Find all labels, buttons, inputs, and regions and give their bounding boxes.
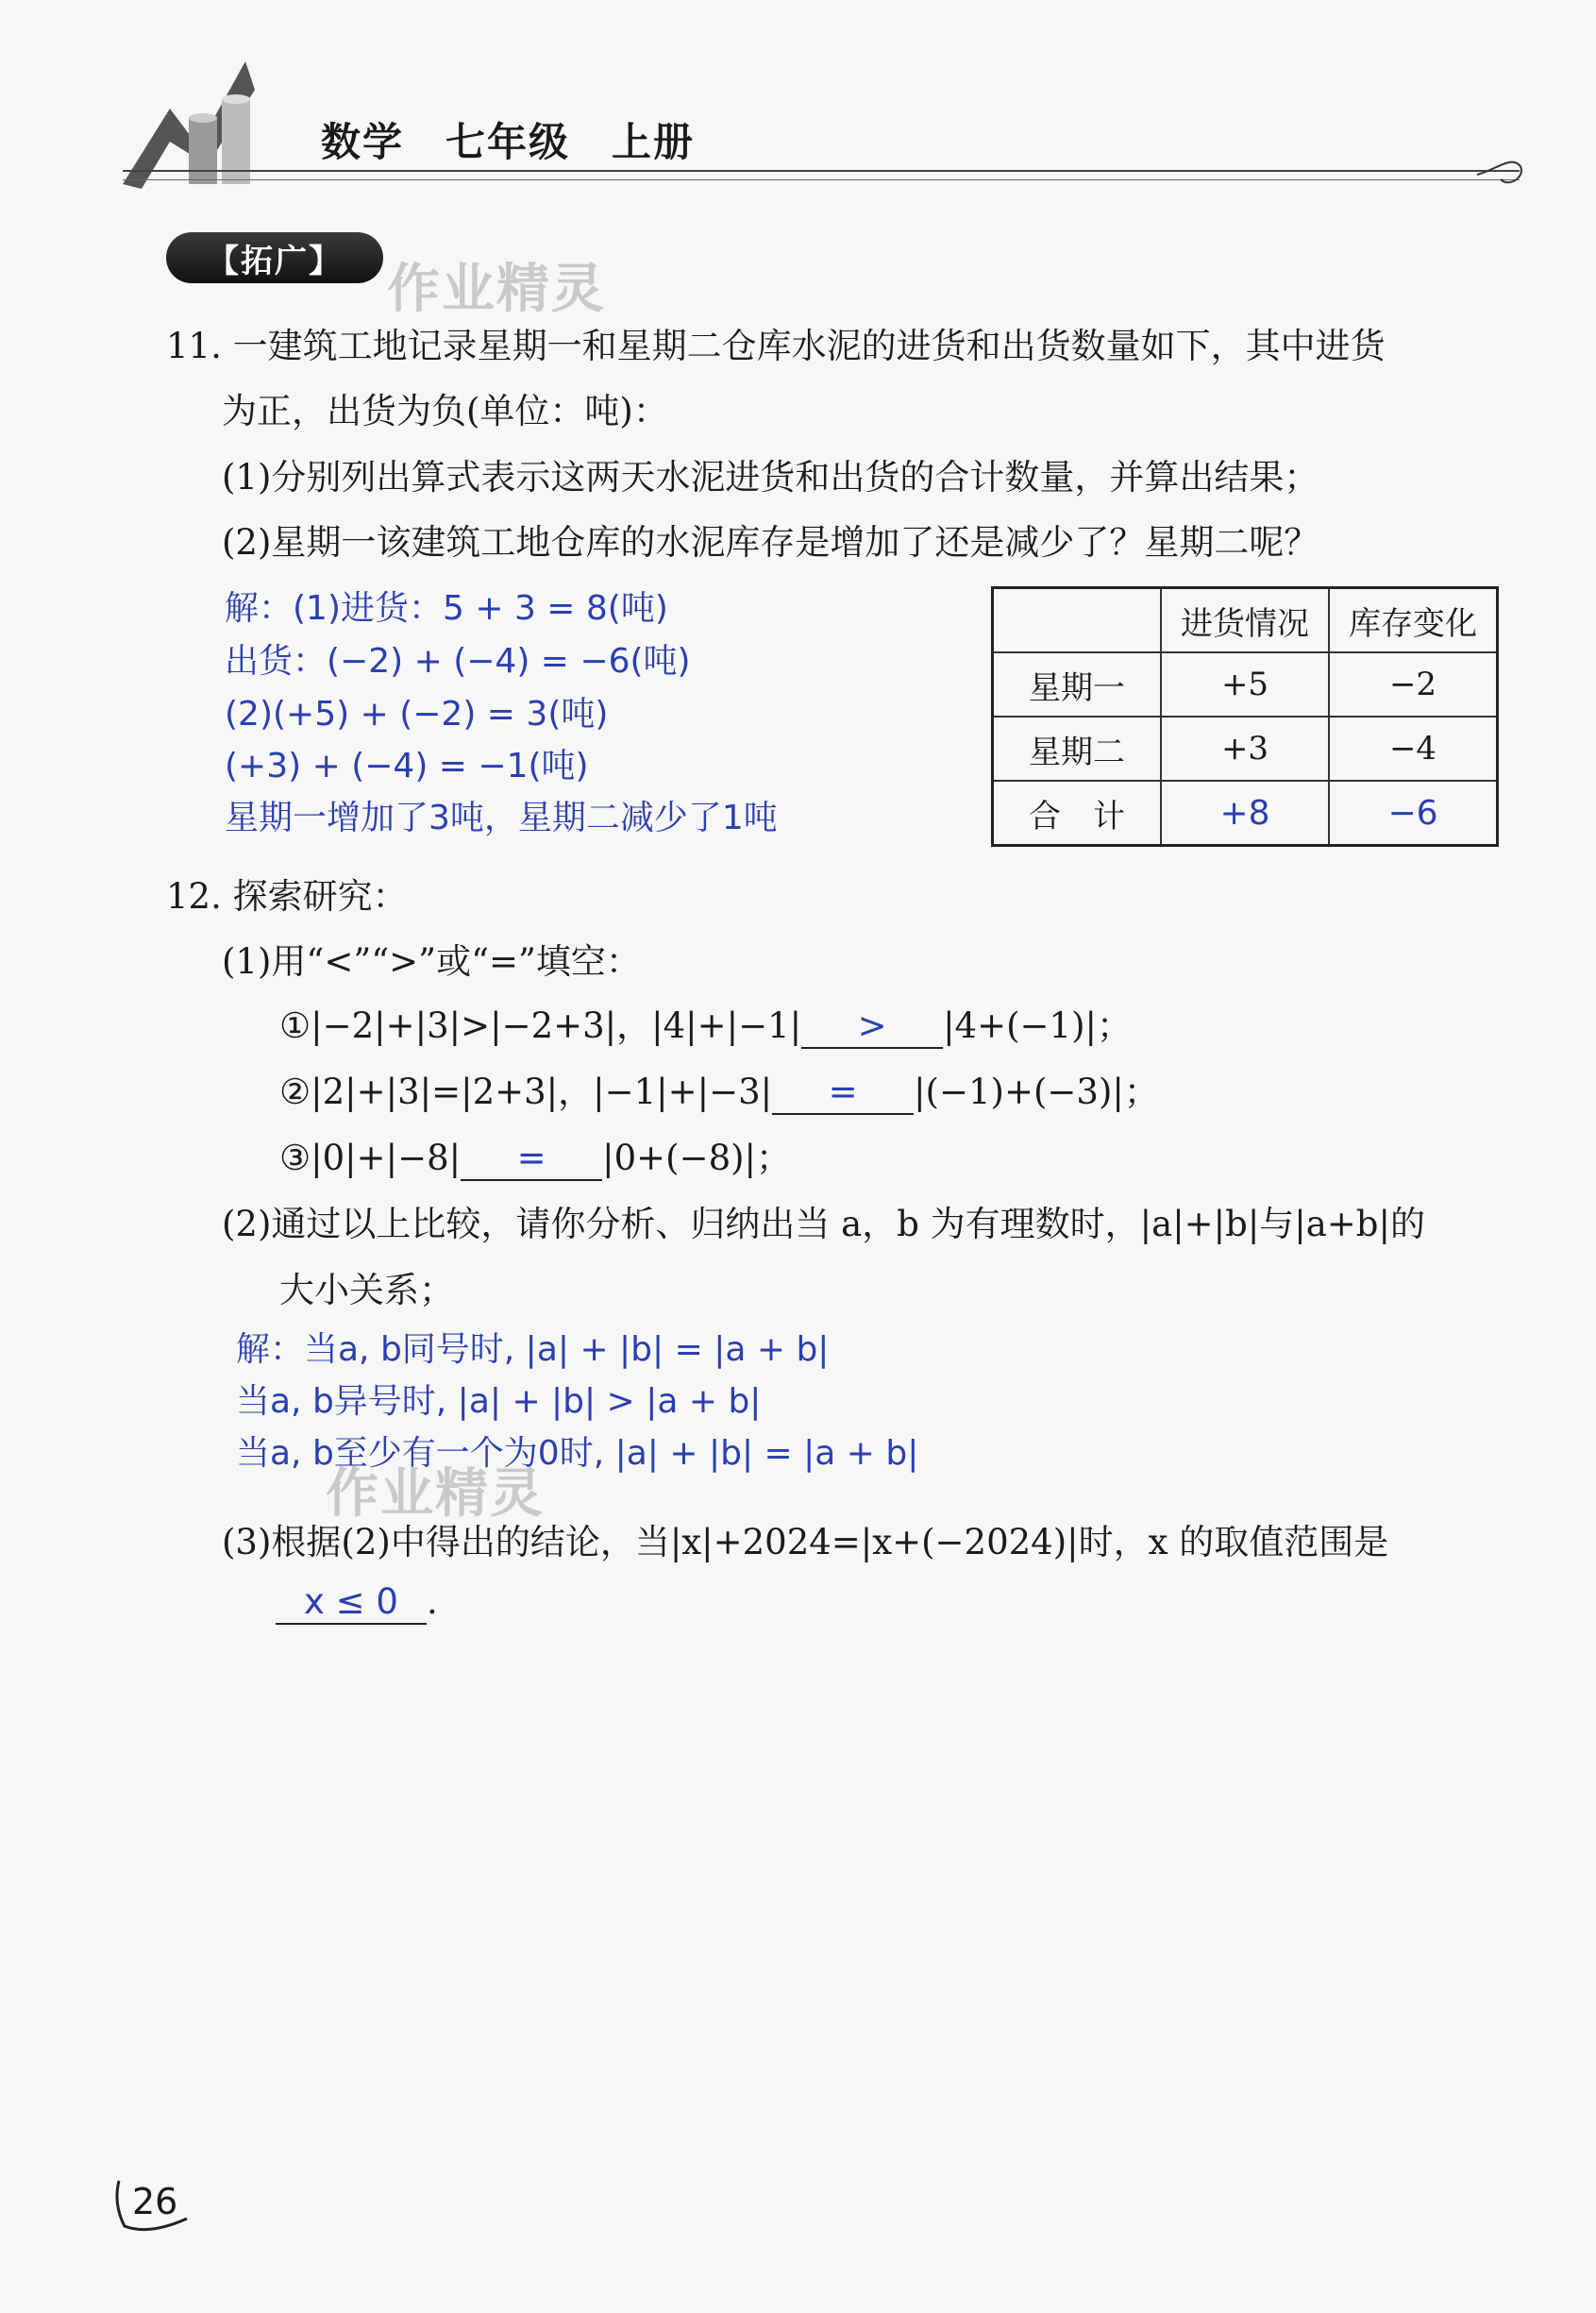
q11-answer-line4: (+3) + (−4) = −1(吨) bbox=[225, 747, 589, 785]
q11-line2: 为正，出货为负(单位：吨)： bbox=[222, 391, 668, 431]
table-cell-answer: +8 bbox=[1161, 781, 1329, 846]
q11-line1: 11. 一建筑工地记录星期一和星期二仓库水泥的进货和出货数量如下，其中进货 bbox=[166, 326, 1386, 366]
page-number: 26 bbox=[132, 2181, 178, 2222]
q12-answer-line3: 当a, b至少有一个为0时, |a| + |b| = |a + b| bbox=[236, 1434, 919, 1473]
q12-item3-blank[interactable]: = bbox=[461, 1138, 602, 1181]
table-header-cell: 进货情况 bbox=[1161, 588, 1329, 653]
q12-part3-blank[interactable]: x ≤ 0 bbox=[276, 1581, 427, 1625]
table-cell: 星期一 bbox=[993, 652, 1162, 717]
watermark-middle: 作业精灵 bbox=[326, 1463, 545, 1525]
q11-part1: (1)分别列出算式表示这两天水泥进货和出货的合计数量，并算出结果； bbox=[222, 457, 1319, 498]
q12-item2-blank[interactable]: = bbox=[772, 1072, 914, 1115]
q11-part2: (2)星期一该建筑工地仓库的水泥库存是增加了还是减少了？星期二呢？ bbox=[222, 522, 1319, 563]
header-logo-graphic bbox=[113, 52, 283, 194]
q12-title: 12. 探索研究： bbox=[166, 876, 408, 917]
q12-answer-line1: 解：当a, b同号时, |a| + |b| = |a + b| bbox=[236, 1330, 830, 1369]
table-cell: +3 bbox=[1161, 717, 1329, 781]
table-row bbox=[993, 588, 1498, 653]
table-cell: −2 bbox=[1329, 652, 1498, 717]
table-cell bbox=[993, 588, 1162, 653]
q12-answer-line2: 当a, b异号时, |a| + |b| > |a + b| bbox=[236, 1382, 762, 1421]
q12-part1: (1)用“<”“>”或“=”填空： bbox=[222, 941, 641, 982]
q12-item3-tail: |0+(−8)|； bbox=[602, 1138, 792, 1178]
table-header-cell: 库存变化 bbox=[1329, 588, 1498, 653]
q12-part3: (3)根据(2)中得出的结论，当|x|+2024=|x+(−2024)|时，x 的取值范围是 bbox=[222, 1522, 1389, 1562]
header-rule-thin bbox=[123, 179, 1520, 180]
table-cell-answer: −6 bbox=[1329, 781, 1498, 846]
table-cell: 星期二 bbox=[993, 717, 1162, 781]
q11-summary-table bbox=[991, 586, 1499, 847]
q12-item1 bbox=[279, 1005, 1132, 1049]
page-number-bracket bbox=[111, 2171, 196, 2237]
header-rule bbox=[123, 170, 1520, 172]
q12-item2-tail: |(−1)+(−3)|； bbox=[914, 1072, 1159, 1112]
q12-item2 bbox=[279, 1072, 1159, 1115]
table-cell: −4 bbox=[1329, 717, 1498, 781]
q11-answer-line5: 星期一增加了3吨，星期二减少了1吨 bbox=[225, 799, 778, 837]
q12-item1-blank[interactable]: > bbox=[801, 1005, 943, 1049]
q12-part3-period: . bbox=[427, 1581, 438, 1622]
header-title: 数学 七年级 上册 bbox=[321, 119, 696, 165]
q12-part2-line2: 大小关系； bbox=[279, 1270, 454, 1310]
q12-item3 bbox=[279, 1138, 791, 1181]
header-swirl-ornament bbox=[1472, 151, 1529, 208]
q12-item1-tail: |4+(−1)|； bbox=[943, 1005, 1132, 1046]
q11-answer-line3: (2)(+5) + (−2) = 3(吨) bbox=[225, 695, 609, 734]
table-row bbox=[993, 717, 1498, 781]
q12-item2-text: ②|2|+|3|=|2+3|，|−1|+|−3| bbox=[279, 1072, 773, 1112]
table-cell: +5 bbox=[1161, 652, 1329, 717]
q12-item3-text: ③|0|+|−8| bbox=[279, 1138, 462, 1178]
q11-answer-line2: 出货：(−2) + (−4) = −6(吨) bbox=[225, 642, 691, 681]
q12-part2-line1: (2)通过以上比较，请你分析、归纳出当 a，b 为有理数时，|a|+|b|与|a+b|的 bbox=[222, 1204, 1425, 1244]
table-cell: 合 计 bbox=[993, 781, 1162, 846]
section-badge: 【拓广】 bbox=[166, 232, 383, 283]
table-row bbox=[993, 652, 1498, 717]
table-row bbox=[993, 781, 1498, 846]
q12-part3-answer-row bbox=[276, 1581, 438, 1625]
q12-item1-text: ①|−2|+|3|>|−2+3|，|4|+|−1| bbox=[279, 1005, 802, 1046]
q11-answer-line1: 解：(1)进货：5 + 3 = 8(吨) bbox=[225, 589, 668, 628]
watermark-top: 作业精灵 bbox=[387, 259, 606, 320]
